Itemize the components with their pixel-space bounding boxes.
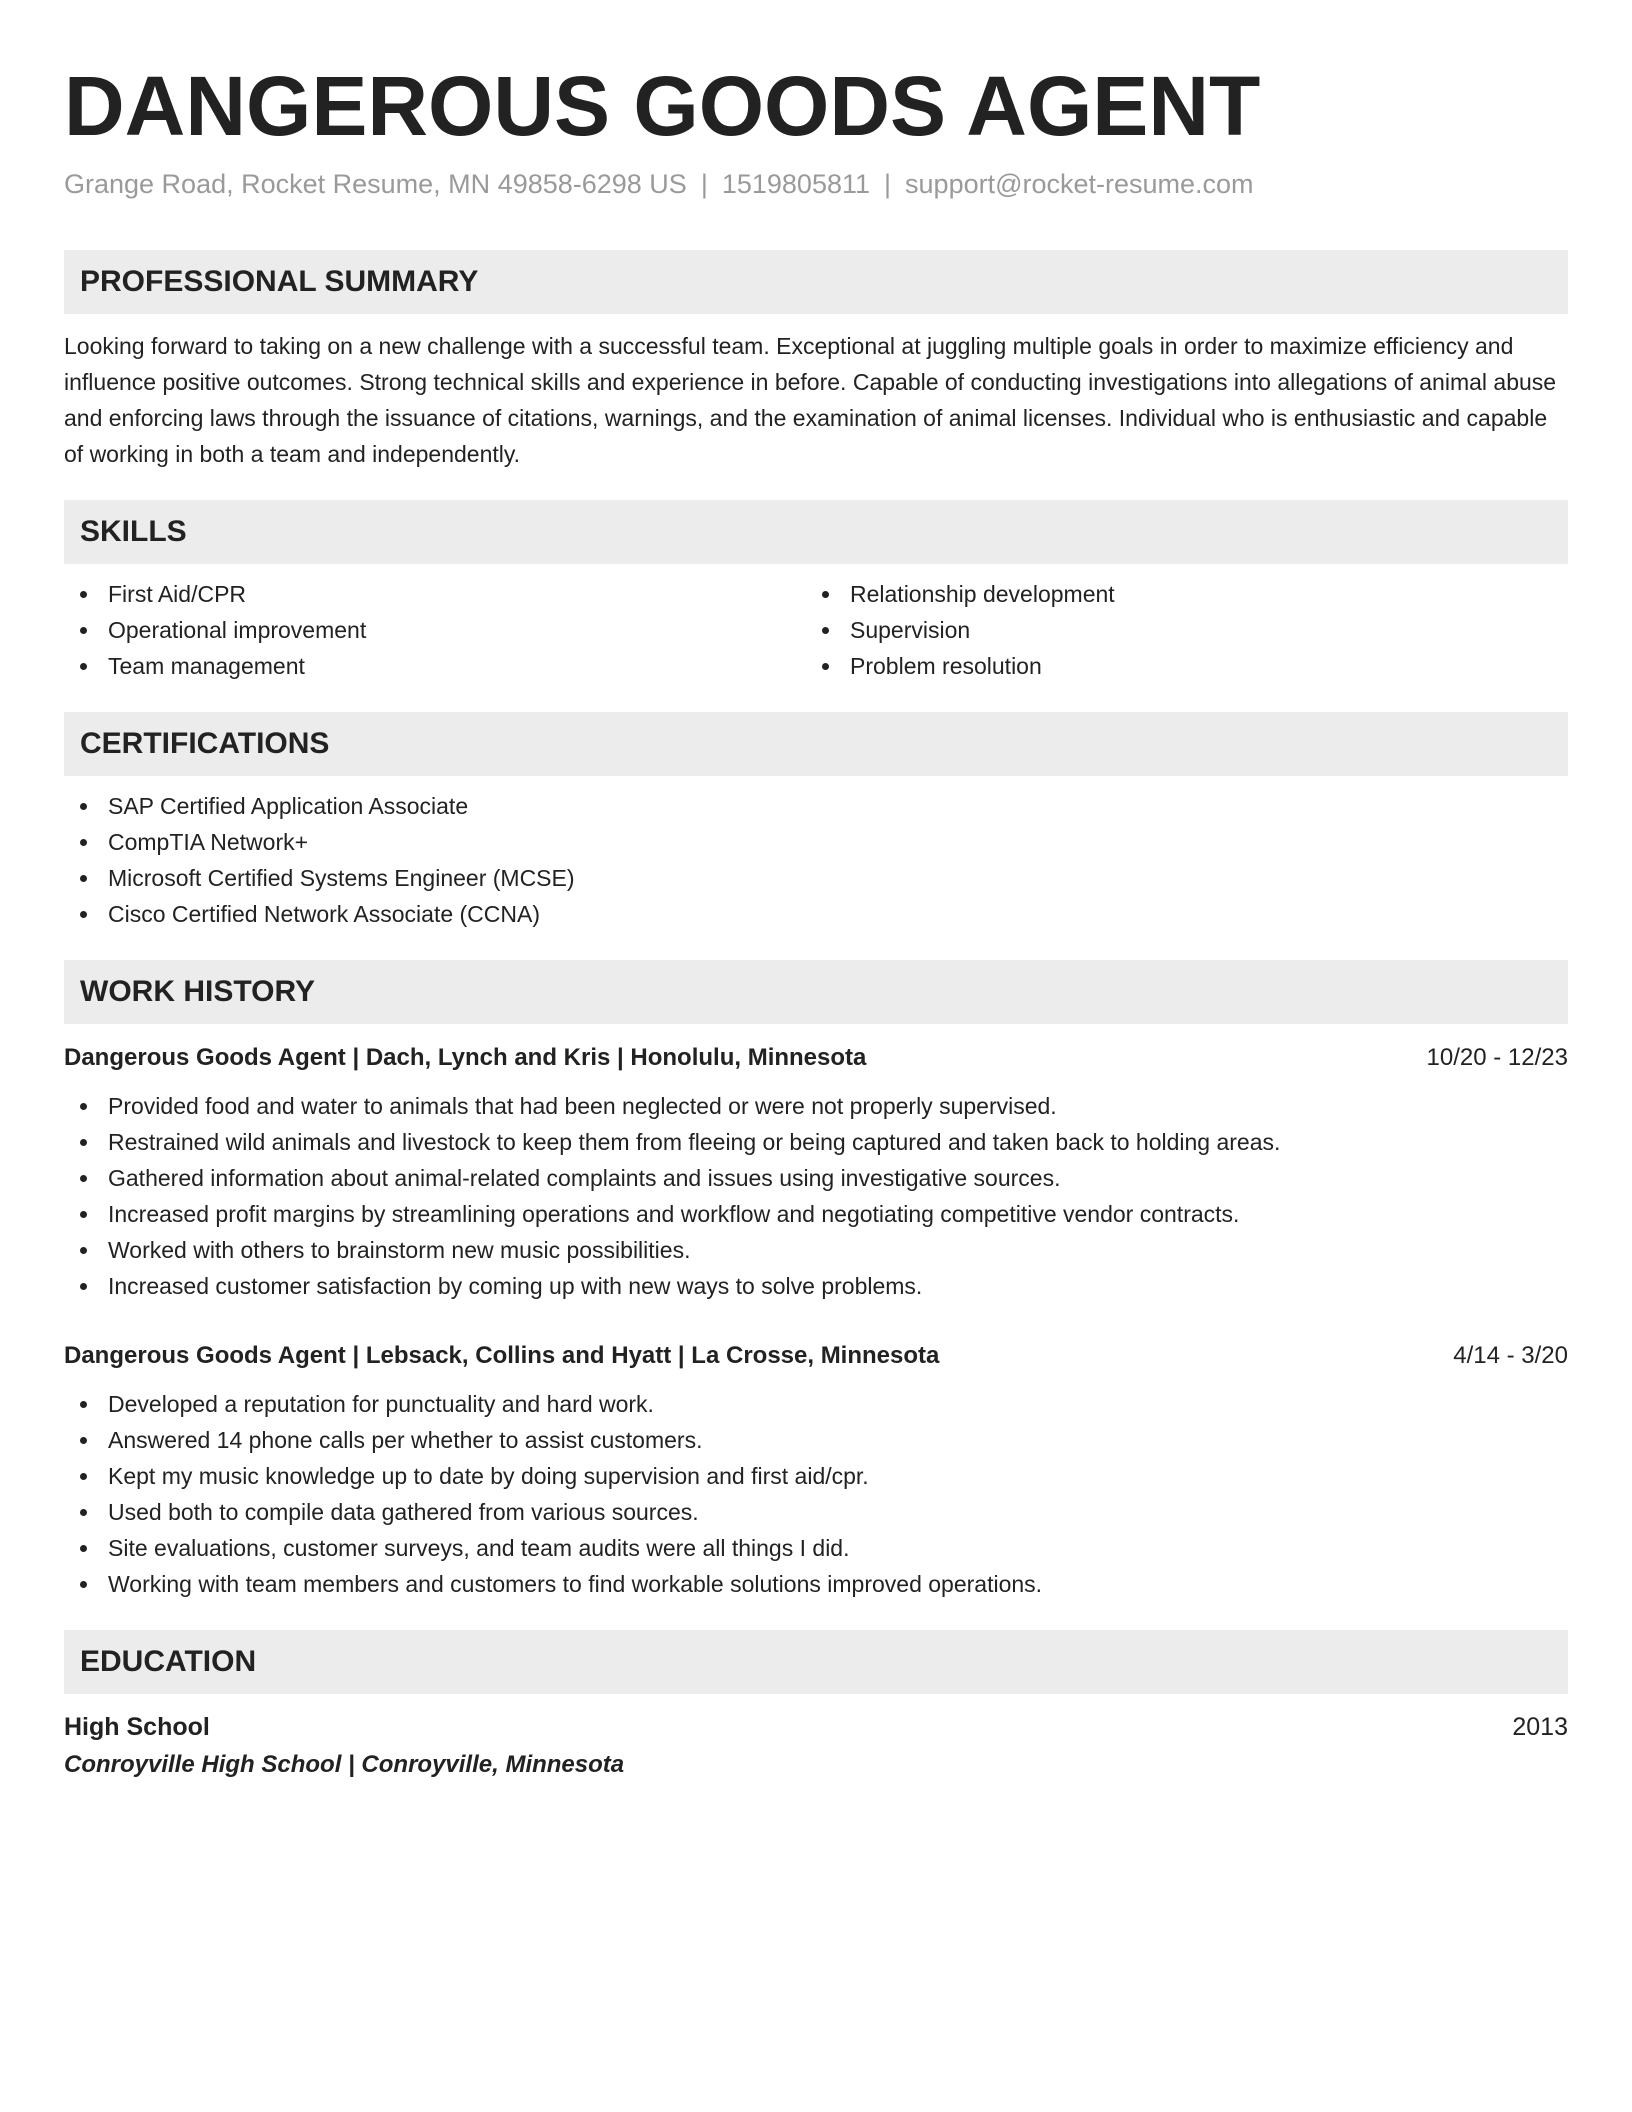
education-section [64, 1630, 1568, 1784]
job-bullets [64, 1088, 1568, 1304]
certification-item: Microsoft Certified Systems Engineer (MCSE) [64, 860, 1568, 896]
job-bullet: Gathered information about animal-related complaints and issues using investigative sources. [64, 1160, 1568, 1196]
contact-separator: | [884, 169, 892, 199]
contact-address: Grange Road, Rocket Resume, MN 49858-6298 US [64, 169, 687, 199]
job-header [64, 1040, 1568, 1076]
summary-text: Looking forward to taking on a new challenge with a successful team. Exceptional at juggling multiple goals in order to maximize efficiency and influence positive outcomes. Strong technical skills and experience in before. Capable of conducting investigations into allegations of animal abuse and enforcing laws through the issuance of citations, warnings, and the examination of animal licenses. Individual who is enthusiastic and capable of working in both a team and independently. [64, 333, 1557, 467]
skill-item: First Aid/CPR [64, 576, 806, 612]
education-degree: High School [64, 1713, 210, 1741]
education-school: Conroyville High School | Conroyville, Minnesota [64, 1751, 625, 1778]
job-title: Dangerous Goods Agent | Dach, Lynch and Kris | Honolulu, Minnesota [64, 1044, 867, 1071]
education-header [64, 1708, 1568, 1746]
education-year: 2013 [1512, 1713, 1568, 1741]
certification-item: CompTIA Network+ [64, 824, 1568, 860]
job-bullet: Increased profit margins by streamlining operations and workflow and negotiating competitive vendor contracts. [64, 1196, 1568, 1232]
skill-item: Operational improvement [64, 612, 806, 648]
contact-line [64, 166, 1568, 202]
skills-list-left [64, 576, 806, 684]
job-entry [64, 1040, 1568, 1304]
resume-page [64, 56, 1568, 1784]
certifications-section [64, 712, 1568, 932]
summary-section [64, 250, 1568, 472]
contact-separator: | [700, 169, 708, 199]
certifications-list [64, 788, 1568, 932]
education-heading: EDUCATION [64, 1630, 1568, 1694]
certification-item: Cisco Certified Network Associate (CCNA) [64, 896, 1568, 932]
skills-list-right [806, 576, 1548, 684]
job-dates: 4/14 - 3/20 [1453, 1342, 1568, 1369]
candidate-name: DANGEROUS GOODS AGENT [64, 59, 1261, 153]
skill-item: Relationship development [806, 576, 1548, 612]
contact-phone: 1519805811 [721, 169, 871, 199]
job-dates: 10/20 - 12/23 [1426, 1044, 1568, 1071]
job-bullet: Increased customer satisfaction by coming up with new ways to solve problems. [64, 1268, 1568, 1304]
skills-heading: SKILLS [64, 500, 1568, 564]
summary-heading: PROFESSIONAL SUMMARY [64, 250, 1568, 314]
job-header [64, 1338, 1568, 1374]
job-entry [64, 1338, 1568, 1602]
job-bullet: Kept my music knowledge up to date by doing supervision and first aid/cpr. [64, 1458, 1568, 1494]
skill-item: Team management [64, 648, 806, 684]
contact-email[interactable]: support@rocket-resume.com [905, 169, 1254, 199]
job-bullet: Worked with others to brainstorm new music possibilities. [64, 1232, 1568, 1268]
skill-item: Supervision [806, 612, 1548, 648]
skills-grid [64, 576, 1568, 684]
job-bullet: Developed a reputation for punctuality and hard work. [64, 1386, 1568, 1422]
certifications-heading: CERTIFICATIONS [64, 712, 1568, 776]
job-bullet: Answered 14 phone calls per whether to assist customers. [64, 1422, 1568, 1458]
job-bullet: Used both to compile data gathered from various sources. [64, 1494, 1568, 1530]
job-bullet: Restrained wild animals and livestock to keep them from fleeing or being captured and taken back to holding areas. [64, 1124, 1568, 1160]
job-bullet: Provided food and water to animals that had been neglected or were not properly supervised. [64, 1088, 1568, 1124]
job-bullet: Site evaluations, customer surveys, and team audits were all things I did. [64, 1530, 1568, 1566]
job-bullets [64, 1386, 1568, 1602]
work-history-section [64, 960, 1568, 1602]
work-history-heading: WORK HISTORY [64, 960, 1568, 1024]
job-bullet: Working with team members and customers to find workable solutions improved operations. [64, 1566, 1568, 1602]
job-title: Dangerous Goods Agent | Lebsack, Collins and Hyatt | La Crosse, Minnesota [64, 1342, 940, 1369]
certification-item: SAP Certified Application Associate [64, 788, 1568, 824]
skill-item: Problem resolution [806, 648, 1548, 684]
skills-section [64, 500, 1568, 684]
